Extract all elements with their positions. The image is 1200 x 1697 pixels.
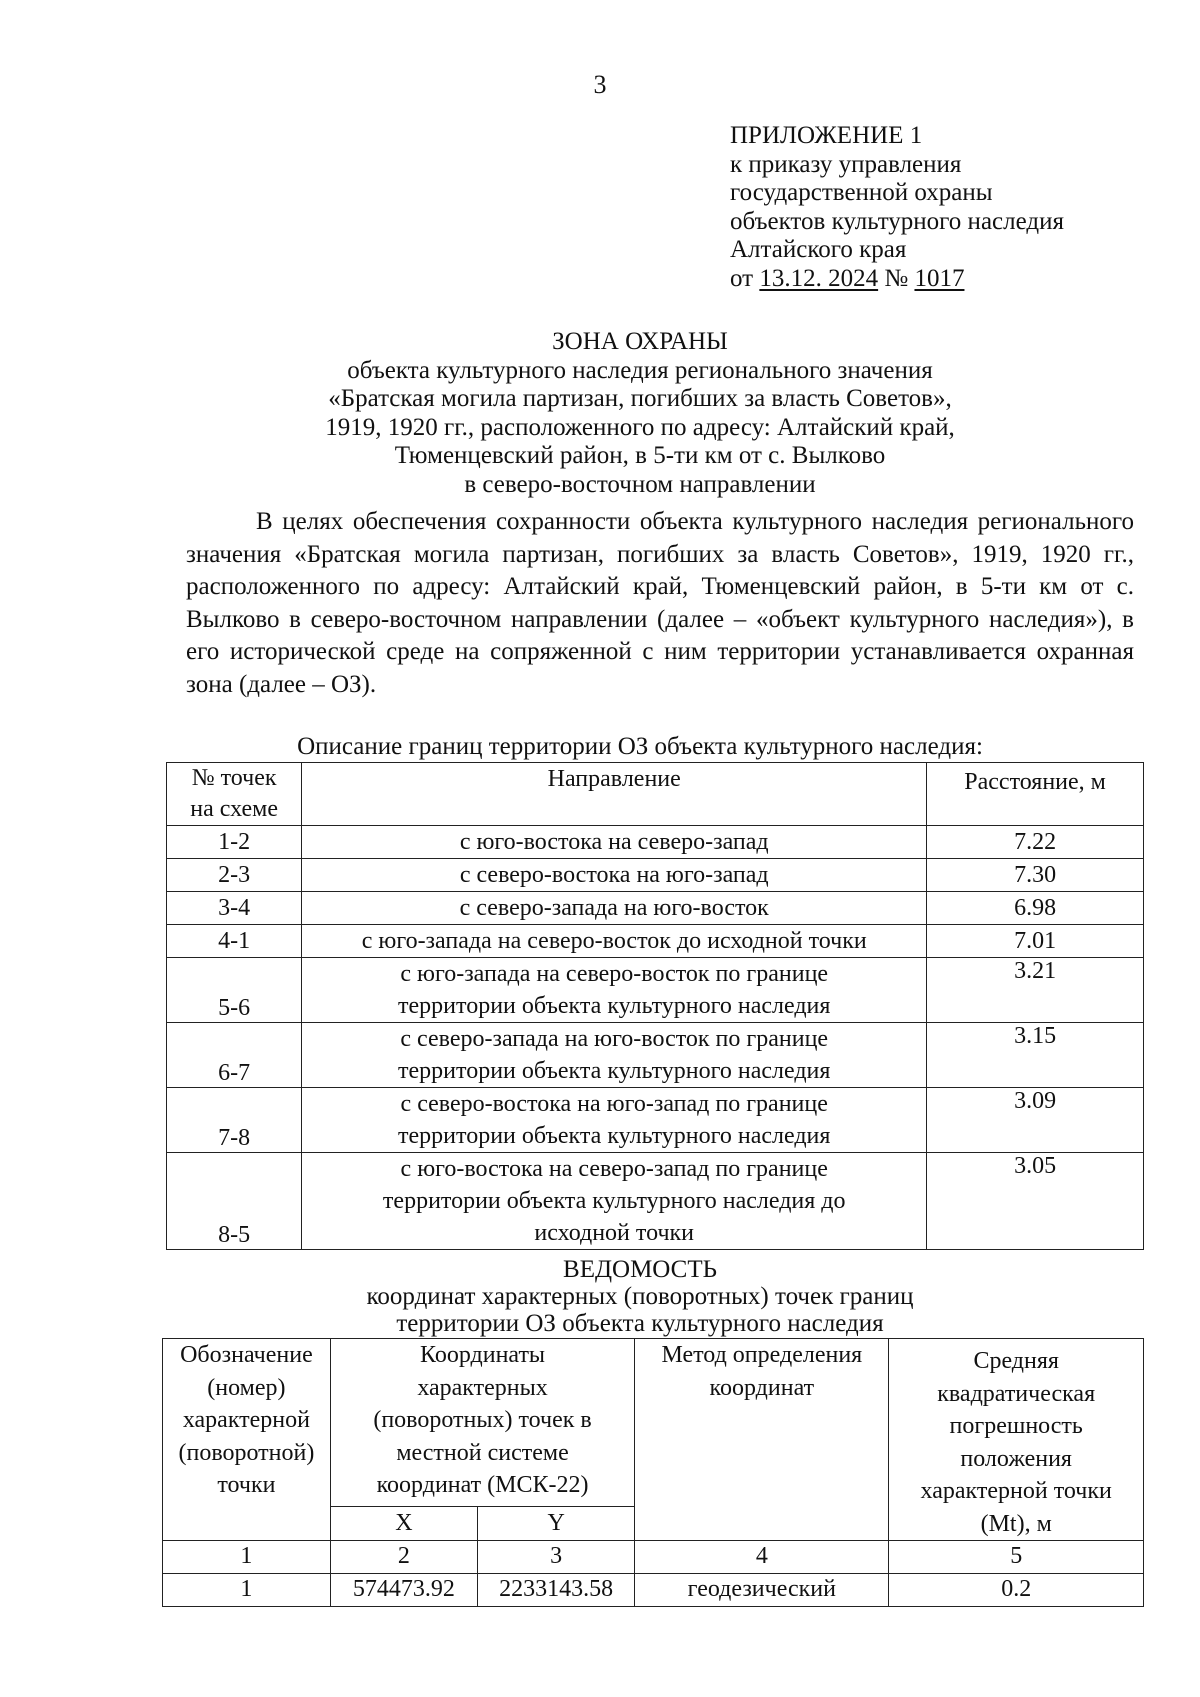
title-line: в северо-восточном направлении	[464, 470, 816, 498]
vedomost-heading: ВЕДОМОСТЬ	[563, 1256, 717, 1283]
date-prefix: от	[730, 264, 754, 292]
y-cell: 2233143.58	[478, 1574, 635, 1607]
row-direction: с северо-востока на юго-запад по границе территории объекта культурного наследия	[302, 1088, 927, 1153]
row-distance: 6.98	[927, 892, 1144, 925]
header-error: Средняя квадратическая погрешность положения характерной точки (Mt), м	[889, 1339, 1144, 1541]
x-cell: 574473.92	[330, 1574, 477, 1607]
header-coordinates: Координаты характерных (поворотных) точек в местной системе координат (МСК-22)	[330, 1339, 634, 1507]
title-line: «Братская могила партизан, погибших за власть Советов»,	[328, 385, 952, 412]
index-cell: 2	[330, 1541, 477, 1574]
row-direction: с северо-запада на юго-восток по границе территории объекта культурного наследия	[302, 1023, 927, 1088]
table-row	[167, 925, 1144, 958]
table-index-row	[163, 1541, 1144, 1574]
row-points: 3-4	[167, 892, 302, 925]
vedomost-title	[150, 1256, 1130, 1337]
row-points: 7-8	[167, 1088, 302, 1153]
table-row	[167, 958, 1144, 1023]
table-header-row	[167, 763, 1144, 826]
index-cell: 3	[478, 1541, 635, 1574]
order-number: 1017	[914, 264, 965, 292]
method-cell: геодезический	[635, 1574, 889, 1607]
row-direction: с юго-востока на северо-запад	[302, 826, 927, 859]
appendix-line: объектов культурного наследия	[730, 207, 1064, 235]
index-cell: 5	[889, 1541, 1144, 1574]
boundaries-table	[166, 762, 1144, 1250]
title-heading: ЗОНА ОХРАНЫ	[552, 328, 728, 355]
row-distance: 7.30	[927, 859, 1144, 892]
table-row	[167, 892, 1144, 925]
table-row	[167, 1023, 1144, 1088]
error-cell: 0.2	[889, 1574, 1144, 1607]
row-distance: 3.09	[927, 1088, 1144, 1153]
header-points: № точек на схеме	[167, 763, 302, 826]
header-direction: Направление	[302, 763, 927, 826]
header-method: Метод определения координат	[635, 1339, 889, 1541]
title-line: объекта культурного наследия регионального значения	[347, 356, 933, 384]
row-distance: 7.01	[927, 925, 1144, 958]
appendix-line: государственной охраны	[730, 179, 993, 206]
row-direction: с юго-запада на северо-восток по границе территории объекта культурного наследия	[302, 958, 927, 1023]
header-x: X	[330, 1506, 477, 1540]
appendix-title: ПРИЛОЖЕНИЕ 1	[730, 122, 923, 149]
row-distance: 3.21	[927, 958, 1144, 1023]
index-cell: 4	[635, 1541, 889, 1574]
appendix-date-line	[730, 265, 1064, 294]
row-distance: 7.22	[927, 826, 1144, 859]
row-distance: 3.05	[927, 1153, 1144, 1250]
title-line: 1919, 1920 гг., расположенного по адресу: Алтайский край,	[325, 413, 955, 441]
vedomost-line: территории ОЗ объекта культурного наследия	[396, 1310, 884, 1337]
appendix-line: к приказу управления	[730, 150, 962, 178]
row-points: 4-1	[167, 925, 302, 958]
vedomost-line: координат характерных (поворотных) точек границ	[366, 1283, 914, 1310]
row-points: 5-6	[167, 958, 302, 1023]
appendix-block	[730, 122, 1064, 293]
appendix-line: Алтайского края	[730, 236, 907, 263]
row-points: 8-5	[167, 1153, 302, 1250]
order-date: 13.12. 2024	[759, 264, 879, 292]
coordinates-table	[162, 1338, 1144, 1607]
table-row	[167, 826, 1144, 859]
header-designation: Обозначение (номер) характерной (поворотной) точки	[163, 1339, 331, 1541]
body-paragraph: В целях обеспечения сохранности объекта культурного наследия регионального значения «Братская могила партизан, погибших за власть Советов», 1919, 1920 гг., расположенного по адресу: Алтайский край, Тюменцевский район, в 5-ти км от с. Вылково в северо-восточном направлении (далее – «объект культурного наследия»), в его исторической среде на сопряженной с ним территории устанавливается охранная зона (далее – ОЗ).	[186, 508, 1134, 698]
title-line: Тюменцевский район, в 5-ти км от с. Вылково	[394, 442, 886, 469]
boundaries-caption: Описание границ территории ОЗ объекта культурного наследия:	[297, 733, 983, 760]
document-title	[150, 328, 1130, 499]
row-points: 2-3	[167, 859, 302, 892]
header-y: Y	[478, 1506, 635, 1540]
table-row	[167, 1088, 1144, 1153]
index-cell: 1	[163, 1541, 331, 1574]
table-row	[163, 1574, 1144, 1607]
row-direction: с юго-запада на северо-восток до исходной точки	[302, 925, 927, 958]
row-points: 1-2	[167, 826, 302, 859]
header-distance: Расстояние, м	[927, 763, 1144, 826]
row-direction: с юго-востока на северо-запад по границе территории объекта культурного наследия до исходной точки	[302, 1153, 927, 1250]
table-row	[167, 859, 1144, 892]
table-row	[167, 1153, 1144, 1250]
row-direction: с северо-запада на юго-восток	[302, 892, 927, 925]
row-points: 6-7	[167, 1023, 302, 1088]
page-number: 3	[593, 70, 607, 99]
table-header-row	[163, 1339, 1144, 1507]
number-sign: №	[884, 264, 909, 292]
row-distance: 3.15	[927, 1023, 1144, 1088]
point-cell: 1	[163, 1574, 331, 1607]
row-direction: с северо-востока на юго-запад	[302, 859, 927, 892]
